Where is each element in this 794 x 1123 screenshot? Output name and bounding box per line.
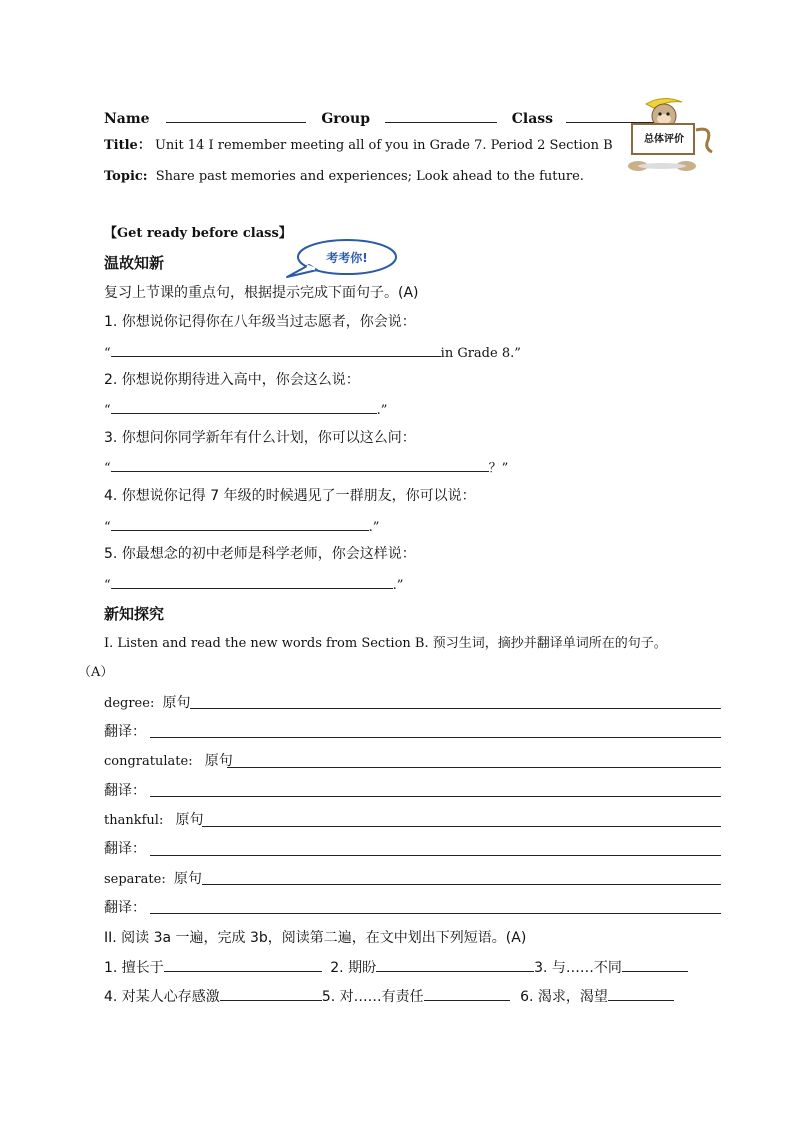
word-thankful-translation-label: 翻译：: [104, 841, 146, 857]
phrase-3-blank[interactable]: [622, 957, 688, 972]
class-label: Class: [511, 111, 554, 127]
word-degree-translation-blank[interactable]: [150, 737, 721, 738]
phrase-2-label: 2. 期盼: [330, 960, 377, 976]
question-1: 1. 你想说你记得你在八年级当过志愿者，你会说：: [104, 314, 416, 330]
phrase-row-1: [104, 957, 688, 978]
name-row: [104, 108, 662, 129]
monkey-evaluation-icon: [618, 96, 718, 174]
topic-text: Share past memories and experiences; Look ahead to the future.: [155, 169, 584, 184]
answer-3-blank[interactable]: [111, 457, 489, 472]
part-1-instruction: I. Listen and read the new words from Section B. 预习生词，摘抄并翻译单词所在的句子。: [104, 636, 667, 651]
phrase-1-blank[interactable]: [164, 957, 322, 972]
question-5: 5. 你最想念的初中老师是科学老师，你会这样说：: [104, 546, 416, 562]
answer-3-row: “ ？”: [104, 457, 508, 479]
phrase-6-blank[interactable]: [608, 986, 674, 1001]
name-label: Name: [104, 111, 150, 127]
word-congratulate-translation-label: 翻译：: [104, 783, 146, 799]
question-2: 2. 你想说你期待进入高中，你会这么说：: [104, 372, 360, 388]
phrase-6-label: 6. 渴求，渴望: [520, 989, 608, 1005]
answer-1-row: “ in Grade 8.”: [104, 342, 521, 364]
word-separate-sentence-blank[interactable]: [202, 884, 721, 885]
word-degree-row: degree: 原句: [104, 695, 191, 711]
word-separate-translation-blank[interactable]: [150, 913, 721, 914]
topic-row: [104, 167, 584, 187]
speech-bubble-text: 考考你!: [326, 251, 368, 265]
question-4: 4. 你想说你记得 7 年级的时候遇见了一群朋友，你可以说：: [104, 488, 476, 504]
phrase-2-blank[interactable]: [376, 957, 534, 972]
phrase-5-label: 5. 对……有责任: [321, 989, 424, 1005]
word-congratulate-translation-blank[interactable]: [150, 796, 721, 797]
phrase-5-blank[interactable]: [424, 986, 510, 1001]
title-row: [104, 136, 613, 156]
phrase-4-label: 4. 对某人心存感激: [104, 989, 220, 1005]
phrase-3-label: 3. 与……不同: [534, 960, 622, 976]
part-1-level: （A）: [78, 665, 114, 680]
evaluation-badge-text: 总体评价: [644, 134, 684, 145]
answer-4-row: “ .”: [104, 516, 379, 538]
section-heading-before-class: 【Get ready before class】: [104, 226, 292, 241]
answer-4-blank[interactable]: [111, 516, 369, 531]
answer-2-row: “ .”: [104, 399, 387, 421]
word-separate-row: separate: 原句: [104, 871, 202, 887]
word-congratulate-row: congratulate: 原句: [104, 753, 233, 769]
topic-label: Topic:: [104, 169, 148, 184]
review-instruction: 复习上节课的重点句，根据提示完成下面句子。(A): [104, 285, 419, 301]
review-heading: 温故知新: [104, 254, 165, 272]
part-2-instruction: II. 阅读 3a 一遍，完成 3b，阅读第二遍，在文中划出下列短语。(A): [104, 930, 527, 946]
phrase-1-label: 1. 擅长于: [104, 960, 164, 976]
answer-5-blank[interactable]: [111, 574, 393, 589]
new-knowledge-heading: 新知探究: [104, 605, 165, 623]
group-field[interactable]: [385, 108, 497, 123]
answer-2-blank[interactable]: [111, 399, 377, 414]
word-thankful-translation-blank[interactable]: [150, 855, 721, 856]
word-degree-translation-label: 翻译：: [104, 724, 146, 740]
word-thankful-row: thankful: 原句: [104, 812, 204, 828]
word-separate-translation-label: 翻译：: [104, 900, 146, 916]
answer-1-blank[interactable]: [111, 342, 441, 357]
speech-bubble: [283, 237, 399, 281]
word-degree-sentence-blank[interactable]: [190, 708, 721, 709]
phrase-row-2: [104, 986, 674, 1007]
word-congratulate-sentence-blank[interactable]: [227, 767, 721, 768]
question-3: 3. 你想问你同学新年有什么计划，你可以这么问：: [104, 430, 416, 446]
title-label: Title：: [104, 138, 151, 153]
group-label: Group: [321, 111, 370, 127]
title-text: Unit 14 I remember meeting all of you in Grade 7. Period 2 Section B: [154, 138, 613, 153]
answer-5-row: “ .”: [104, 574, 403, 596]
word-thankful-sentence-blank[interactable]: [202, 826, 721, 827]
name-field[interactable]: [166, 108, 306, 123]
phrase-4-blank[interactable]: [220, 986, 322, 1001]
